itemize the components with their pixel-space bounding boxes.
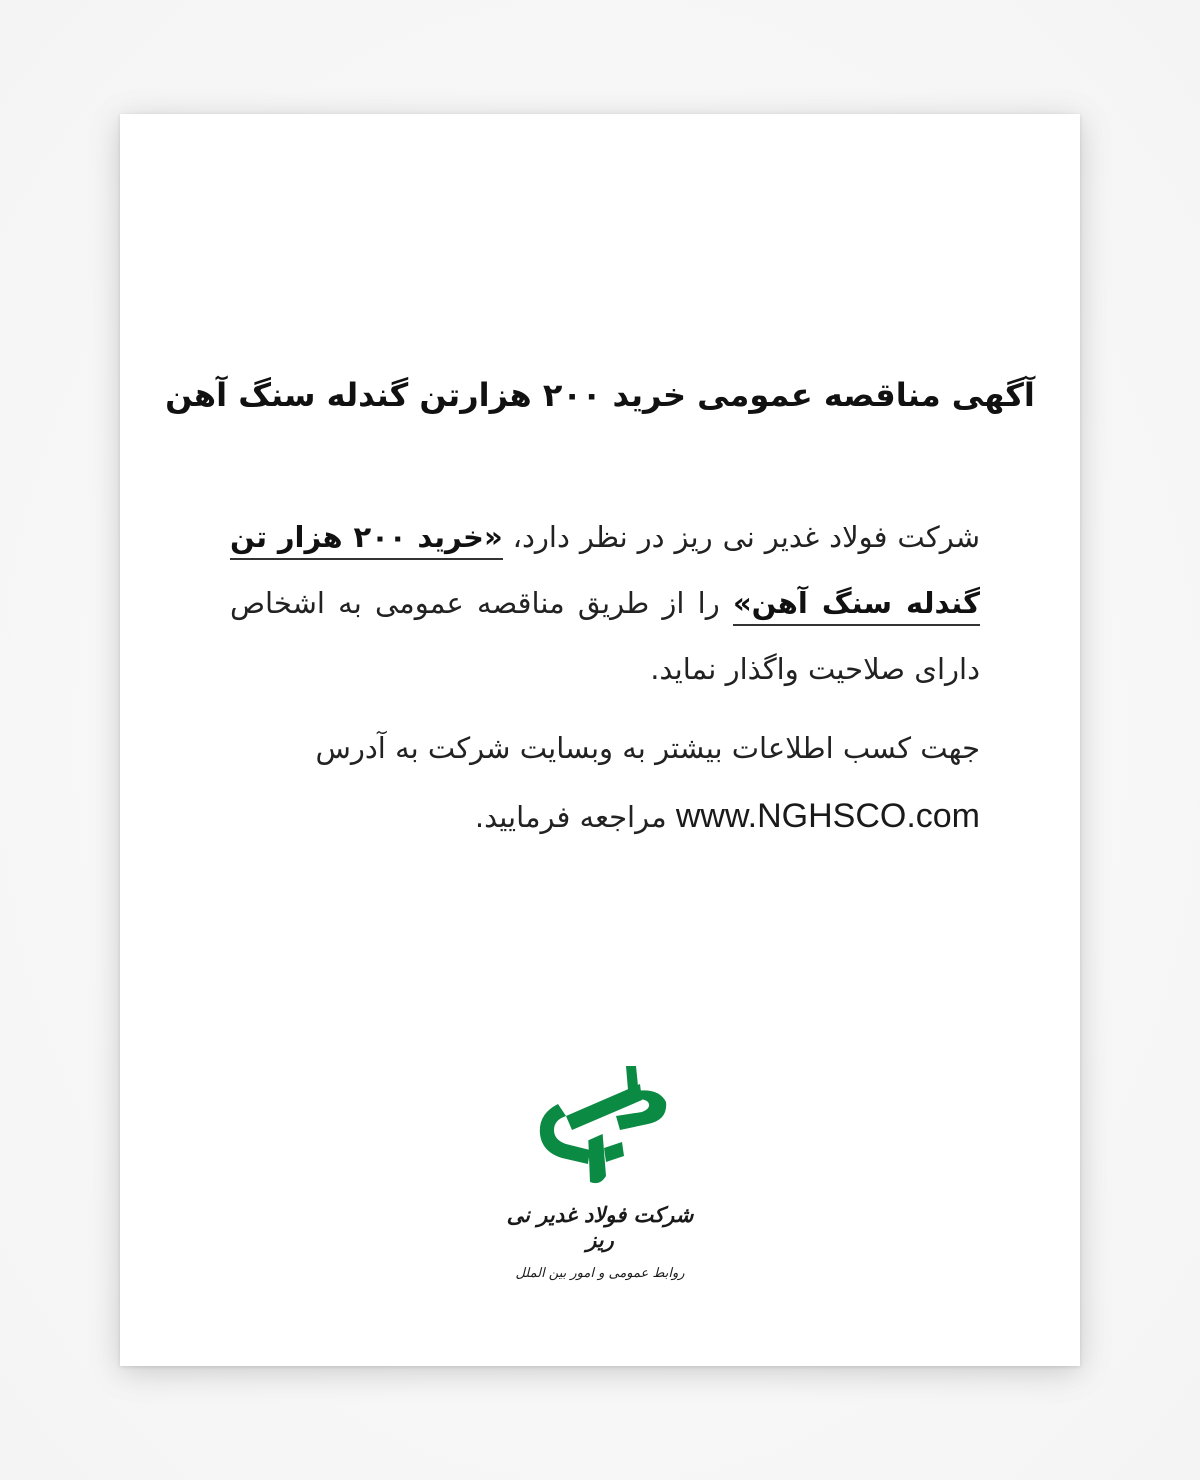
notice-paragraph-1 xyxy=(230,504,980,702)
paragraph-2-intro: جهت کسب اطلاعات بیشتر به وبسایت شرکت به آدرس xyxy=(315,731,980,765)
tender-subject-highlight: «خرید ۲۰۰ هزار تن گندله سنگ آهن» xyxy=(230,520,980,626)
paragraph-1-intro: شرکت فولاد غدیر نی ریز در نظر دارد، xyxy=(502,520,981,554)
notice-card xyxy=(120,114,1080,1366)
company-name: شرکت فولاد غدیر نی ریز xyxy=(506,1202,694,1252)
company-logo-icon xyxy=(530,1064,670,1189)
department-name: روابط عمومی و امور بین الملل xyxy=(515,1266,685,1281)
notice-paragraph-2 xyxy=(230,714,980,851)
website-link[interactable]: www.NGHSCO.com xyxy=(675,797,980,835)
notice-title: آگهی مناقصه عمومی خرید ۲۰۰ هزارتن گندله سنگ آهن xyxy=(165,376,1035,414)
paragraph-2-outro: مراجعه فرمایید. xyxy=(474,800,676,834)
company-logo xyxy=(500,1064,700,1294)
paragraph-1-outro: را از طریق مناقصه عمومی به اشخاص دارای صلاحیت واگذار نماید. xyxy=(230,586,980,686)
